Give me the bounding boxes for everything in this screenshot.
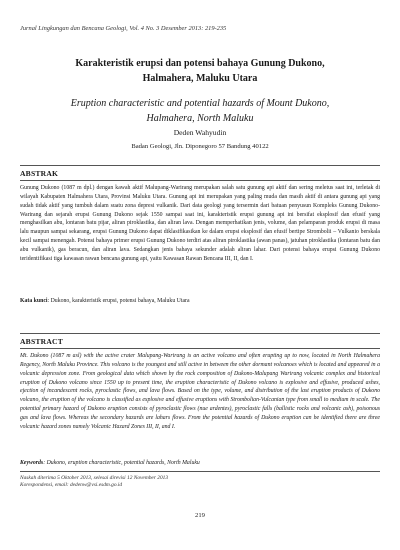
- divider: [20, 348, 380, 349]
- abstract-keywords: [20, 459, 380, 468]
- divider: [20, 180, 380, 181]
- title-line-2: Halmahera, Maluku Utara: [142, 73, 258, 84]
- keywords-label: Kata kunci: [20, 298, 48, 304]
- author-affiliation: Badan Geologi, Jln. Diponegoro 57 Bandung 40122: [131, 143, 269, 150]
- abstract-heading: ABSTRACT: [20, 337, 63, 346]
- page-number: 219: [195, 512, 205, 519]
- abstract-body: Mt. Dukono (1087 m asl) with the active crater Malupang-Warirang is an active volcano and often erupting up to now, located in North Halmahera Regency, North Maluku Province. This volcano is the youngest and still active in between the other dormant volcanoes which is located and appeared in a volcanic depression zone. From geological data which shown by the rock composition of Dukono-Malupang Warirang volcanic complex and historical eruption of Dukono volcano since 1550 up to present time, the eruption characteristic of Dukono volcano is explosive and effusive, produced ashes, ejection of incandescent rocks, pyroclastic flows, and lava flows. Based on the type, volume, and distribution of the last eruption products of Dukono volcano, the eruption of the volcano is classified as explosive and effusive eruptions with Strombolian-Vulcanian type from small to medium in scale. The potential primary hazard of Dukono eruption consists of pyroclastic flows (nue ardentes), pyroclastic falls (ballistic rocks and volcanic ash), poisonous gas and lava flows. Whereas the secondary hazards are lahars flows. From the potential hazards of Dukono eruption can be identified there are three volcanic hazard zones namely Volcanic Hazard Zones III, II, and I.: [20, 353, 380, 430]
- footnote-divider: [20, 471, 380, 472]
- title-line-1: Karakteristik erupsi dan potensi bahaya Gunung Dukono,: [75, 58, 325, 69]
- abstrak-heading: ABSTRAK: [20, 169, 59, 178]
- divider: [20, 165, 380, 166]
- footnote-received: Naskah diterima 5 Oktober 2013, selesai direvisi 12 November 2013: [20, 475, 169, 481]
- author-name: Deden Wahyudin: [173, 128, 227, 137]
- abstrak-keywords: [20, 297, 380, 306]
- paper-title-english: [30, 96, 370, 126]
- divider: [20, 333, 380, 334]
- paper-title: [30, 56, 370, 86]
- keywords-label-en: Keywords: [20, 460, 44, 466]
- journal-header: Jurnal Lingkungan dan Bencana Geologi, Vol. 4 No. 3 Desember 2013: 219-235: [20, 25, 227, 32]
- abstrak-body: Gunung Dukono (1087 m dpl.) dengan kawah aktif Malupang-Warirang merupakan salah satu gunung api aktif dan sering meletus saat ini, terletak di wilayah Kabupaten Halmahera Utara, Provinsi Maluku Utara. Gunung api ini merupakan yang paling muda dan masih aktif di antara gunung api yang sudah tidak aktif yang tumbuh dalam suatu zona depresi vulkanik. Dari data geologi yang tersermin dari batuan penyusun Kompleks Gunung Dukono-Warirang dan sejarah erupsi Gunung Dukono sejak 1550 sampai saat ini, karakteristik erupsi gunung api ini bersifat eksplosif dan efusif yang menghasilkan abu, lontaran batu pijar, aliran piroklastika, dan aliran lava. Dengan memperhatikan jenis, volume, dan pelamparan produk erupsi di masa lalu maupun sampai sekarang, erupsi Gunung Dukono dapat diklasifikasikan ke dalam erupsi eksplosif dan efusif bertipe Strombolii – Vulkanio berskala kecil sampai menengah. Potensi bahaya primer erupsi Gunung Dukono terdiri atas aliran piroklastika (awan panas), jatuhan piroklastika (lontaran batu dan abu vulkanik), gas beracun, dan aliran lava. Sedangkan jenis bahaya sekunder adalah aliran lahar. Dari potensi bahaya erupsi Gunung Dukono teridentifikasi tiga kawasan rawan bencana gunung api, yaitu Kawasan Rawan Bencana III, II, dan I.: [20, 185, 380, 262]
- footnote-correspondence: Korespondensi, email: dedenw@vsi.esdm.go.id: [20, 482, 123, 488]
- keywords-text-en: : Dukono, eruption characteristic, potential hazards, North Maluku: [43, 460, 200, 466]
- title-en-line-1: Eruption characteristic and potential hazards of Mount Dukono,: [70, 98, 330, 109]
- title-en-line-2: Halmahera, North Maluku: [146, 113, 254, 124]
- keywords-text: : Dukono, karakteristik erupsi, potensi bahaya, Maluku Utara: [47, 298, 190, 304]
